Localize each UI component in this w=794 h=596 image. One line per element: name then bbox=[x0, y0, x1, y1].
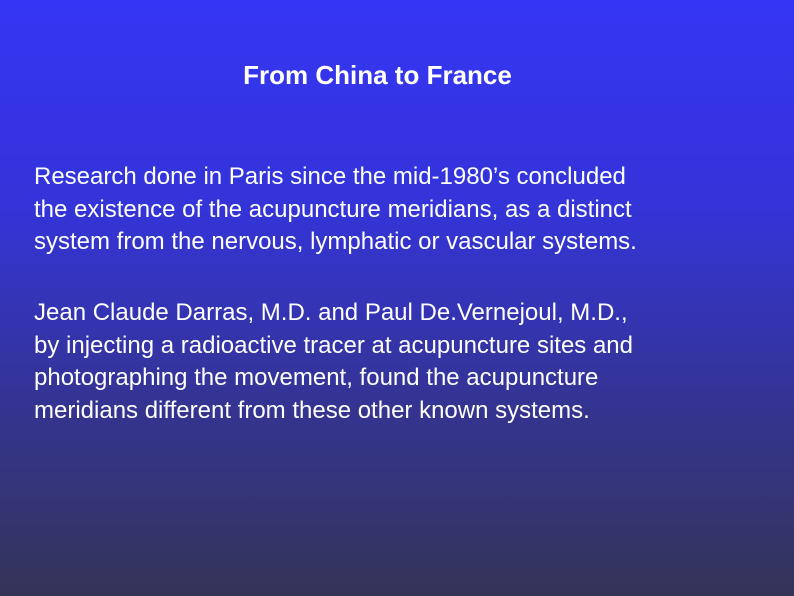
slide-title: From China to France bbox=[243, 60, 512, 90]
paragraph-paris-research: Research done in Paris since the mid-1980’s concluded the existence of the acupuncture meridians, as a distinct system from the nervous, lymphatic or vascular systems. bbox=[34, 163, 637, 255]
paragraph-darras-devernejoul: Jean Claude Darras, M.D. and Paul De.Vernejoul, M.D., by injecting a radioactive tracer at acupuncture sites and photographing the movement, found the acupuncture meridians different from these other known systems. bbox=[34, 299, 634, 424]
